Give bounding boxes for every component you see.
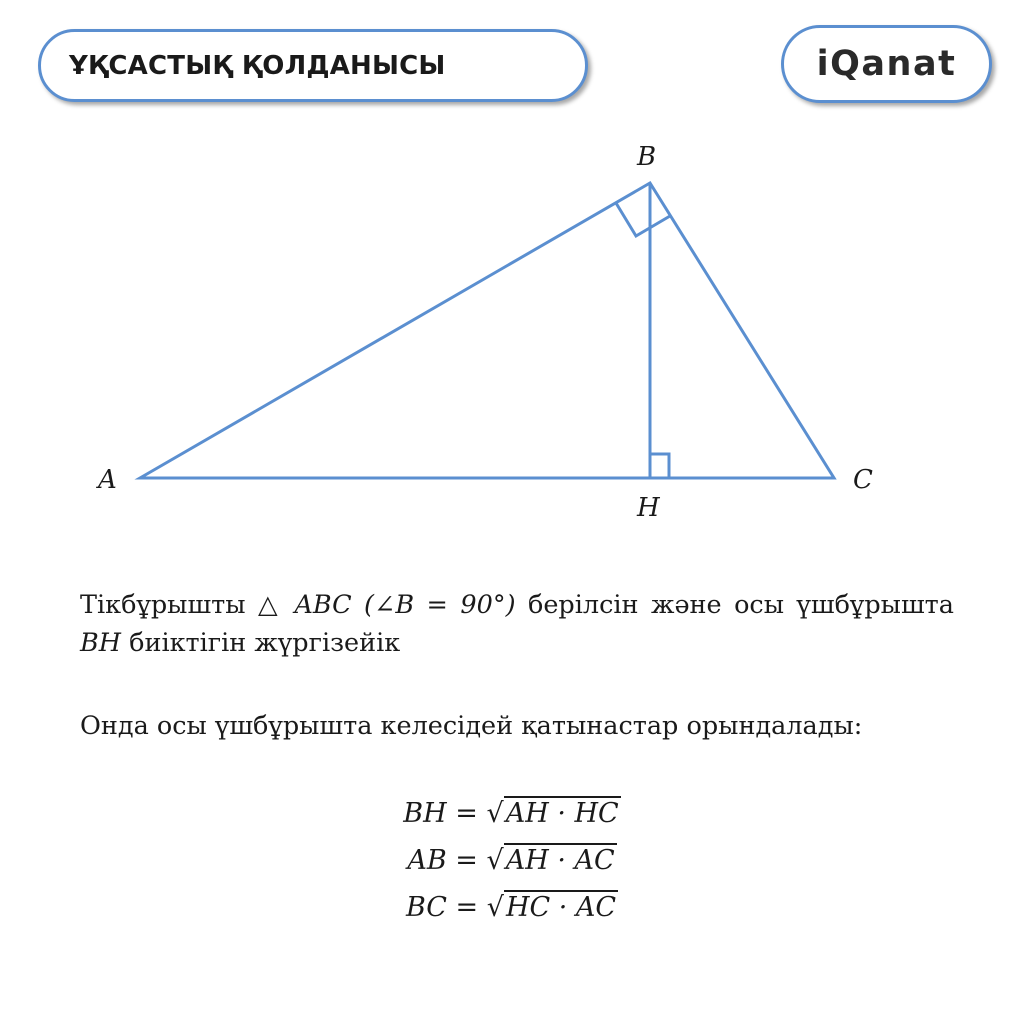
formula-list	[0, 790, 1024, 931]
sqrt-sign: √	[486, 892, 504, 923]
sqrt-sign: √	[486, 845, 504, 876]
formula-ab	[0, 837, 1024, 884]
p1-bh: BH	[80, 628, 121, 658]
paragraph-given	[80, 586, 954, 662]
formula-lhs: AB =	[407, 845, 487, 876]
p1-after: биіктігін жүргізейік	[120, 628, 401, 658]
formula-radicand: AH · AC	[505, 845, 615, 876]
page-title: ҰҚСАСТЫҚ ҚОЛДАНЫСЫ	[69, 51, 446, 81]
vertex-label-c: C	[853, 465, 873, 495]
formula-bc	[0, 884, 1024, 931]
triangle-abc	[140, 183, 834, 478]
vertex-label-a: A	[98, 465, 117, 495]
vertex-label-b: B	[637, 142, 657, 172]
logo-text: iQanat	[816, 44, 957, 84]
p1-mid: берілсін және осы үшбұрышта	[515, 590, 954, 620]
paragraph-relations: Онда осы үшбұрышта келесідей қатынастар орындалады:	[80, 711, 863, 741]
p1-math: △ ABC (∠B = 90°)	[258, 590, 516, 620]
vertex-label-h: H	[637, 493, 660, 523]
p1-before: Тікбұрышты	[80, 590, 259, 620]
formula-lhs: BH =	[403, 798, 487, 829]
formula-radicand: HC · AC	[505, 892, 617, 923]
right-angle-mark-b	[616, 203, 670, 236]
formula-radicand: AH · HC	[505, 798, 619, 829]
formula-lhs: BC =	[405, 892, 487, 923]
sqrt-sign: √	[486, 798, 504, 829]
right-angle-mark-h	[650, 454, 669, 478]
formula-bh	[0, 790, 1024, 837]
